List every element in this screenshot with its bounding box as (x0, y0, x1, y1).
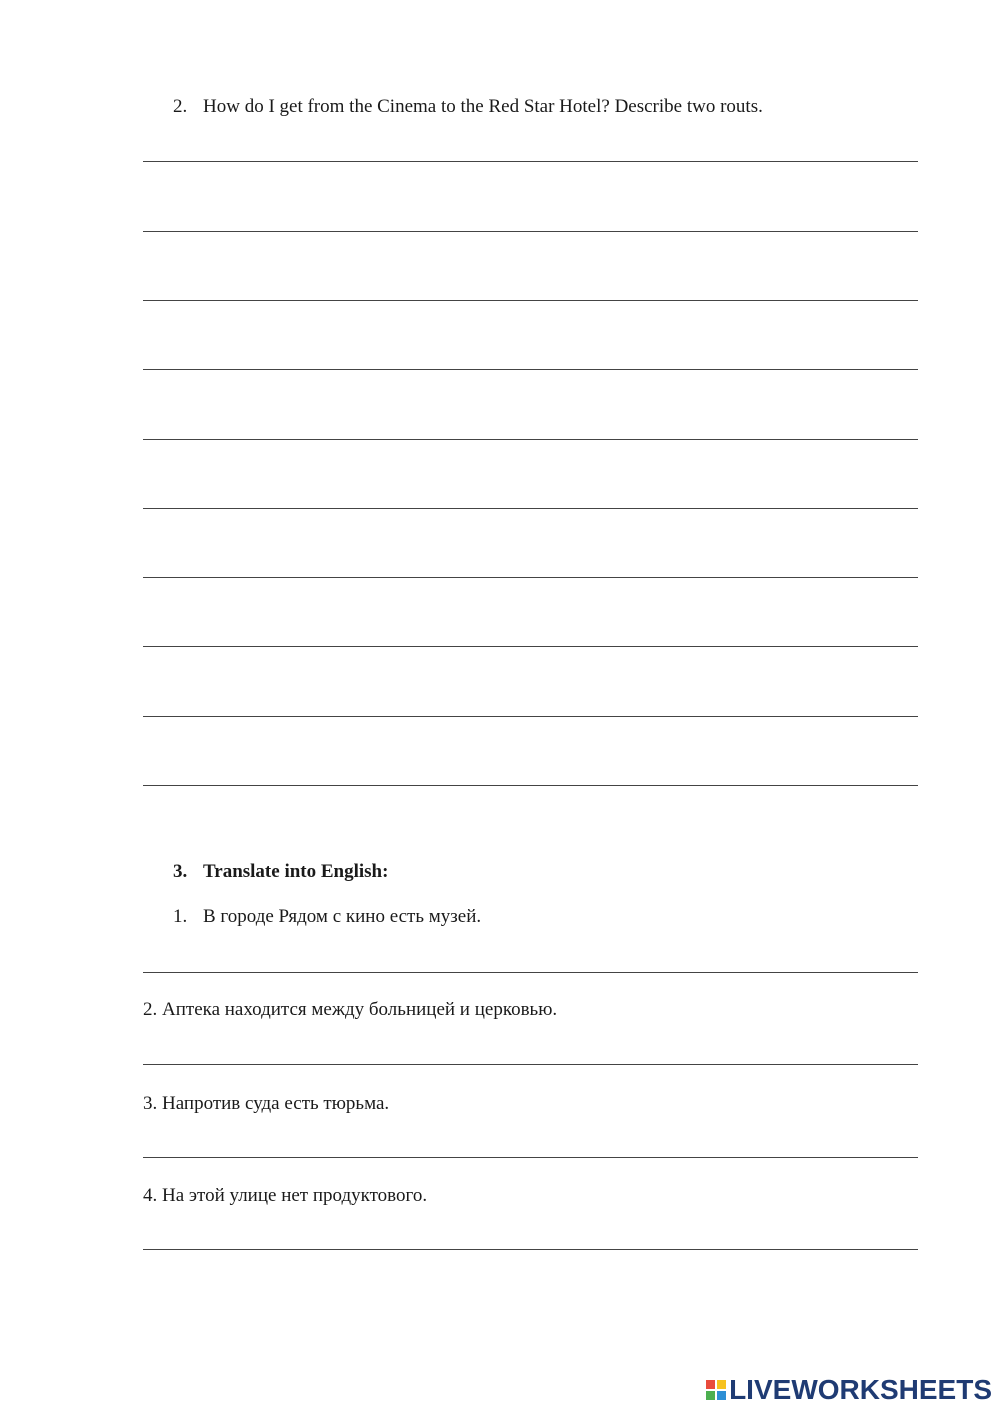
question-3-title: Translate into English: (203, 861, 389, 882)
answer-line[interactable] (143, 231, 918, 232)
logo-block (706, 1391, 715, 1400)
logo-block (706, 1380, 715, 1389)
answer-line[interactable] (143, 161, 918, 162)
answer-line[interactable] (143, 972, 918, 973)
sentence-1-number: 1. (173, 906, 188, 927)
logo-block (717, 1380, 726, 1389)
sentence-1-text: В городе Рядом с кино есть музей. (203, 906, 482, 927)
logo-text: LIVEWORKSHEETS (729, 1374, 992, 1405)
question-3 (173, 861, 388, 883)
answer-line[interactable] (143, 577, 918, 578)
answer-line[interactable] (143, 646, 918, 647)
answer-line[interactable] (143, 716, 918, 717)
logo-blocks-icon (706, 1380, 726, 1400)
question-3-number: 3. (173, 861, 188, 882)
logo-block (717, 1391, 726, 1400)
liveworksheets-logo[interactable] (706, 1375, 992, 1405)
answer-line[interactable] (143, 785, 918, 786)
sentence-2: 2. Аптека находится между больницей и церковью. (143, 999, 558, 1020)
answer-line[interactable] (143, 1064, 918, 1065)
sentence-1 (173, 906, 481, 928)
answer-line[interactable] (143, 1157, 918, 1158)
sentence-3: 3. Напротив суда есть тюрьма. (143, 1093, 390, 1114)
answer-line[interactable] (143, 508, 918, 509)
answer-line[interactable] (143, 369, 918, 370)
answer-line[interactable] (143, 439, 918, 440)
answer-line[interactable] (143, 1249, 918, 1250)
question-2 (173, 96, 763, 118)
question-2-number: 2. (173, 96, 188, 117)
sentence-4: 4. На этой улице нет продуктового. (143, 1185, 428, 1206)
question-2-text: How do I get from the Cinema to the Red Star Hotel? Describe two routs. (203, 96, 763, 117)
answer-line[interactable] (143, 300, 918, 301)
